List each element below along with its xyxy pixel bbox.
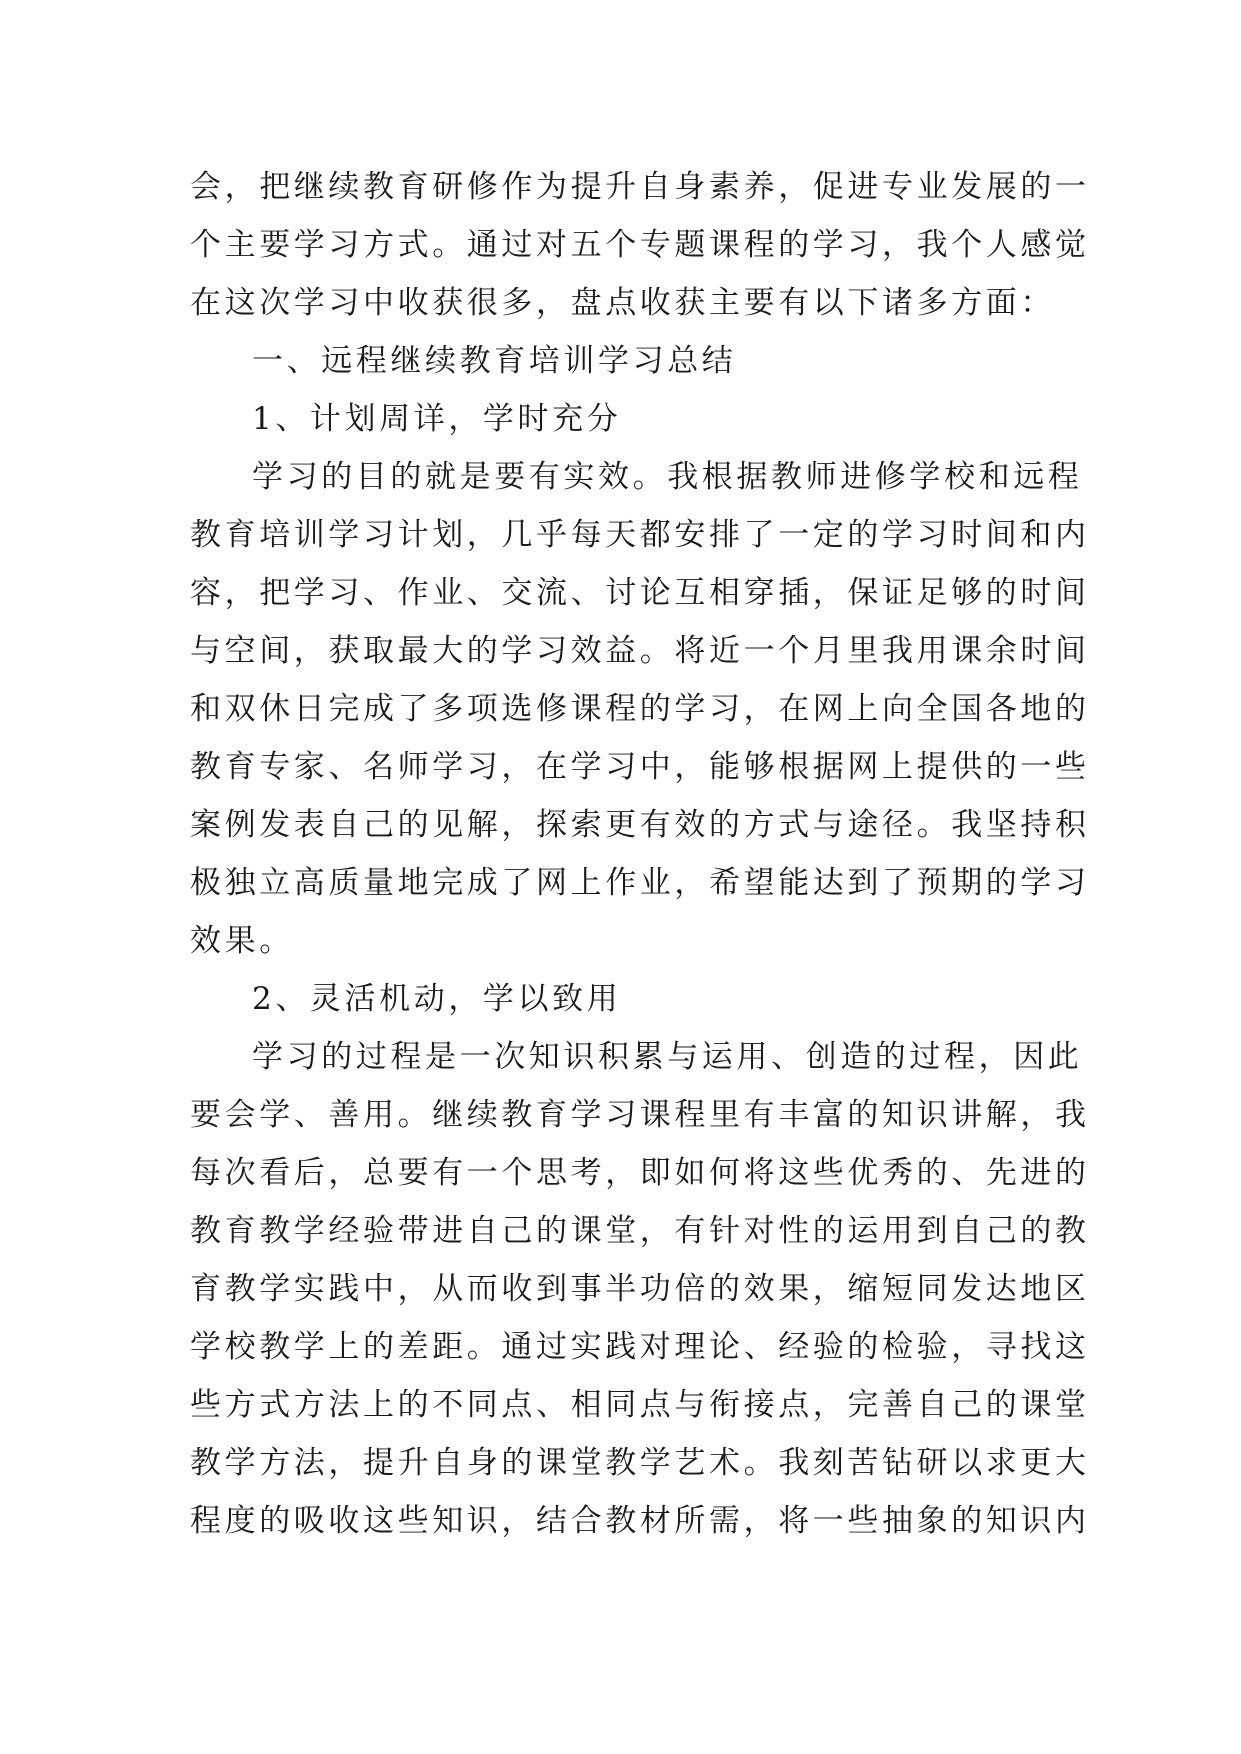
text-line: 案例发表自己的见解，探索更有效的方式与途径。我坚持积 [190, 807, 1090, 843]
text-line: 学习的过程是一次知识积累与运用、创造的过程，因此 [252, 1039, 1083, 1075]
section-heading: 一、远程继续教育培训学习总结 [252, 343, 737, 379]
text-line: 学习的目的就是要有实效。我根据教师进修学校和远程 [252, 459, 1083, 495]
text-line: 与空间，获取最大的学习效益。将近一个月里我用课余时间 [190, 633, 1090, 669]
text-line: 极独立高质量地完成了网上作业，希望能达到了预期的学习 [190, 865, 1090, 901]
text-line: 学校教学上的差距。通过实践对理论、经验的检验，寻找这 [190, 1329, 1090, 1365]
text-line: 在这次学习中收获很多，盘点收获主要有以下诸多方面： [190, 285, 1055, 321]
text-line: 程度的吸收这些知识，结合教材所需，将一些抽象的知识内 [190, 1503, 1090, 1539]
text-line: 个主要学习方式。通过对五个专题课程的学习，我个人感觉 [190, 227, 1090, 263]
subsection-heading: 1、计划周详，学时充分 [252, 401, 622, 437]
text-line: 要会学、善用。继续教育学习课程里有丰富的知识讲解，我 [190, 1097, 1090, 1133]
text-line: 育教学实践中，从而收到事半功倍的效果，缩短同发达地区 [190, 1271, 1090, 1307]
text-line: 教育专家、名师学习，在学习中，能够根据网上提供的一些 [190, 749, 1090, 785]
text-line: 效果。 [190, 923, 294, 959]
text-line: 些方式方法上的不同点、相同点与衔接点，完善自己的课堂 [190, 1387, 1090, 1423]
subsection-heading: 2、灵活机动，学以致用 [252, 981, 622, 1017]
text-line: 教育教学经验带进自己的课堂，有针对性的运用到自己的教 [190, 1213, 1090, 1249]
text-line: 教育培训学习计划，几乎每天都安排了一定的学习时间和内 [190, 517, 1090, 553]
text-line: 每次看后，总要有一个思考，即如何将这些优秀的、先进的 [190, 1155, 1090, 1191]
text-line: 和双休日完成了多项选修课程的学习，在网上向全国各地的 [190, 691, 1090, 727]
text-line: 容，把学习、作业、交流、讨论互相穿插，保证足够的时间 [190, 575, 1090, 611]
text-line: 会，把继续教育研修作为提升自身素养，促进专业发展的一 [190, 169, 1090, 205]
text-line: 教学方法，提升自身的课堂教学艺术。我刻苦钻研以求更大 [190, 1445, 1090, 1481]
